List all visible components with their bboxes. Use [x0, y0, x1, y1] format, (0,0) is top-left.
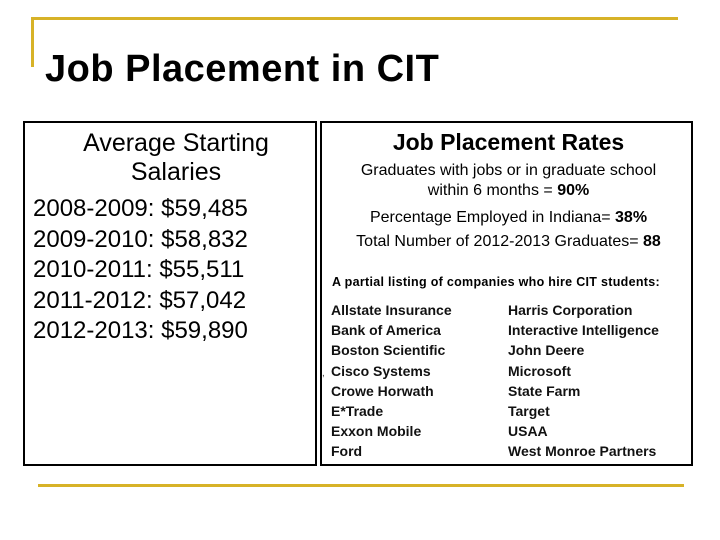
company-item: Bank of America — [331, 322, 441, 339]
salary-row: 2009-2010: $58,832 — [33, 225, 248, 253]
company-item: John Deere — [508, 342, 585, 359]
company-item: Microsoft — [508, 362, 571, 379]
placement-heading: Job Placement Rates — [392, 129, 625, 155]
company-item: Harris Corporation — [508, 302, 633, 318]
stat-label: Total Number of 2012-2013 Graduates= — [356, 233, 644, 250]
company-item: Exxon Mobile — [331, 423, 422, 440]
stat-line-total-graduates — [322, 232, 695, 252]
company-item: Crowe Horwath — [331, 382, 434, 399]
salary-row: 2012-2013: $59,890 — [33, 317, 248, 344]
salary-row: 2010-2011: $55,511 — [33, 256, 245, 283]
company-item: Interactive Intelligence — [508, 322, 659, 339]
company-item: State Farm — [508, 382, 581, 399]
page-title: Job Placement in CIT — [45, 48, 440, 90]
companies-column-1 — [331, 300, 452, 462]
stat-line-indiana — [322, 208, 695, 228]
company-item: West Monroe Partners — [508, 443, 657, 460]
company-item: Allstate Insurance — [331, 302, 452, 318]
company-item: USAA — [508, 423, 548, 440]
company-item: Cisco Systems — [331, 362, 431, 379]
placement-stats — [322, 161, 695, 252]
company-item: Target — [508, 403, 550, 420]
stat-value: 38% — [615, 209, 648, 226]
company-item: E*Trade — [331, 403, 384, 420]
stat-label: Percentage Employed in Indiana= — [369, 209, 616, 226]
stray-mark: , — [322, 368, 325, 379]
salaries-heading — [25, 129, 319, 187]
salaries-panel — [23, 121, 317, 466]
company-item: Ford — [331, 443, 363, 460]
salary-row: 2008-2009: $59,485 — [33, 195, 248, 222]
salaries-heading-line2: Salaries — [130, 158, 222, 186]
stat-value: 88 — [643, 233, 661, 250]
stat-line-graduates: Graduates with jobs or in graduate school — [360, 162, 657, 179]
gold-bottom-rule — [38, 484, 684, 487]
stat-value: 90% — [557, 182, 590, 199]
placement-panel — [320, 121, 693, 466]
salary-row: 2011-2012: $57,042 — [33, 286, 247, 314]
company-item: Boston Scientific — [331, 342, 446, 359]
partial-listing-caption: A partial listing of companies who hire CIT students: — [332, 275, 660, 289]
gold-left-rule — [31, 17, 34, 67]
salaries-heading-line1: Average Starting — [83, 129, 269, 157]
gold-top-rule — [32, 17, 678, 20]
stat-line-within-months — [322, 181, 695, 201]
companies-column-2 — [508, 300, 659, 462]
stat-label: within 6 months = — [427, 182, 558, 199]
salaries-list — [33, 194, 248, 347]
